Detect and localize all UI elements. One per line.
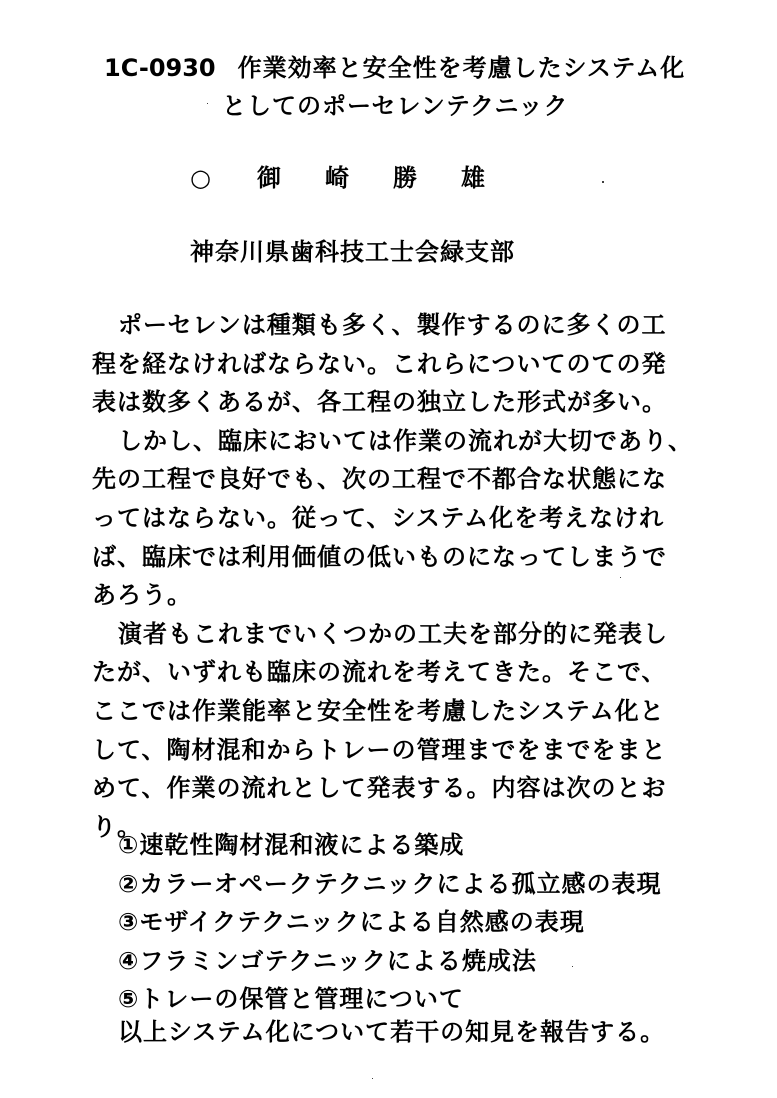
body-line: ポーセレンは種類も多く、製作するのに多くの工 xyxy=(118,311,667,339)
body-line: ここでは作業能率と安全性を考慮したシステム化と xyxy=(92,696,665,725)
list-item: ①速乾性陶材混和液による築成 xyxy=(118,831,465,859)
scan-speck xyxy=(602,181,604,183)
abstract-code: 1C-0930 xyxy=(104,54,216,82)
scan-speck xyxy=(372,1078,373,1079)
author-char-4: 雄 xyxy=(460,164,485,192)
list-item: ②カラーオペークテクニックによる孤立感の表現 xyxy=(118,869,662,898)
scan-speck xyxy=(572,966,573,967)
closing-sentence: 以上システム化について若干の知見を報告する。 xyxy=(118,1018,666,1046)
author-char-2: 崎 xyxy=(324,164,349,192)
body-line: 程を経なければならない。これらについてのての発 xyxy=(92,349,667,378)
scan-speck xyxy=(620,577,621,578)
body-line: ってはならない。従って、システム化を考えなけれ xyxy=(92,503,665,532)
body-line: たが、いずれも臨床の流れを考えてきた。そこで、 xyxy=(92,658,667,687)
body-line: 演者もこれまでいくつかの工夫を部分的に発表し xyxy=(118,619,668,648)
body-line: ば、臨床では利用価値の低いものになってしまうで xyxy=(92,542,667,571)
list-item: ④フラミンゴテクニックによる焼成法 xyxy=(118,946,537,975)
list-item: ③モザイクテクニックによる自然感の表現 xyxy=(118,908,585,937)
body-line: して、陶材混和からトレーの管理までをまでをまと xyxy=(92,735,667,764)
title-line-1 xyxy=(104,48,685,83)
author-char-1: 御 xyxy=(256,164,281,192)
title-text-1: 作業効率と安全性を考慮したシステム化 xyxy=(237,54,686,82)
body-line: めて、作業の流れとして発表する。内容は次のとお xyxy=(92,774,667,803)
body-line: り。 xyxy=(92,812,142,841)
body-line: しかし、臨床においては作業の流れが大切であり、 xyxy=(118,426,693,455)
title-line-2: としてのポーセレンテクニック xyxy=(222,92,569,120)
presenter-marker: ○ xyxy=(190,164,211,192)
list-item: ⑤トレーの保管と管理について xyxy=(118,985,464,1014)
body-line: 先の工程で良好でも、次の工程で不都合な状態にな xyxy=(92,465,667,494)
author-name xyxy=(190,158,529,193)
affiliation: 神奈川県歯科技工士会緑支部 xyxy=(190,238,515,266)
scan-speck xyxy=(207,103,208,104)
author-char-3: 勝 xyxy=(392,164,417,192)
body-line: あろう。 xyxy=(92,581,192,610)
topic-list xyxy=(118,826,661,1019)
body-line: 表は数多くあるが、各工程の独立した形式が多い。 xyxy=(92,388,667,417)
abstract-body xyxy=(92,306,692,846)
